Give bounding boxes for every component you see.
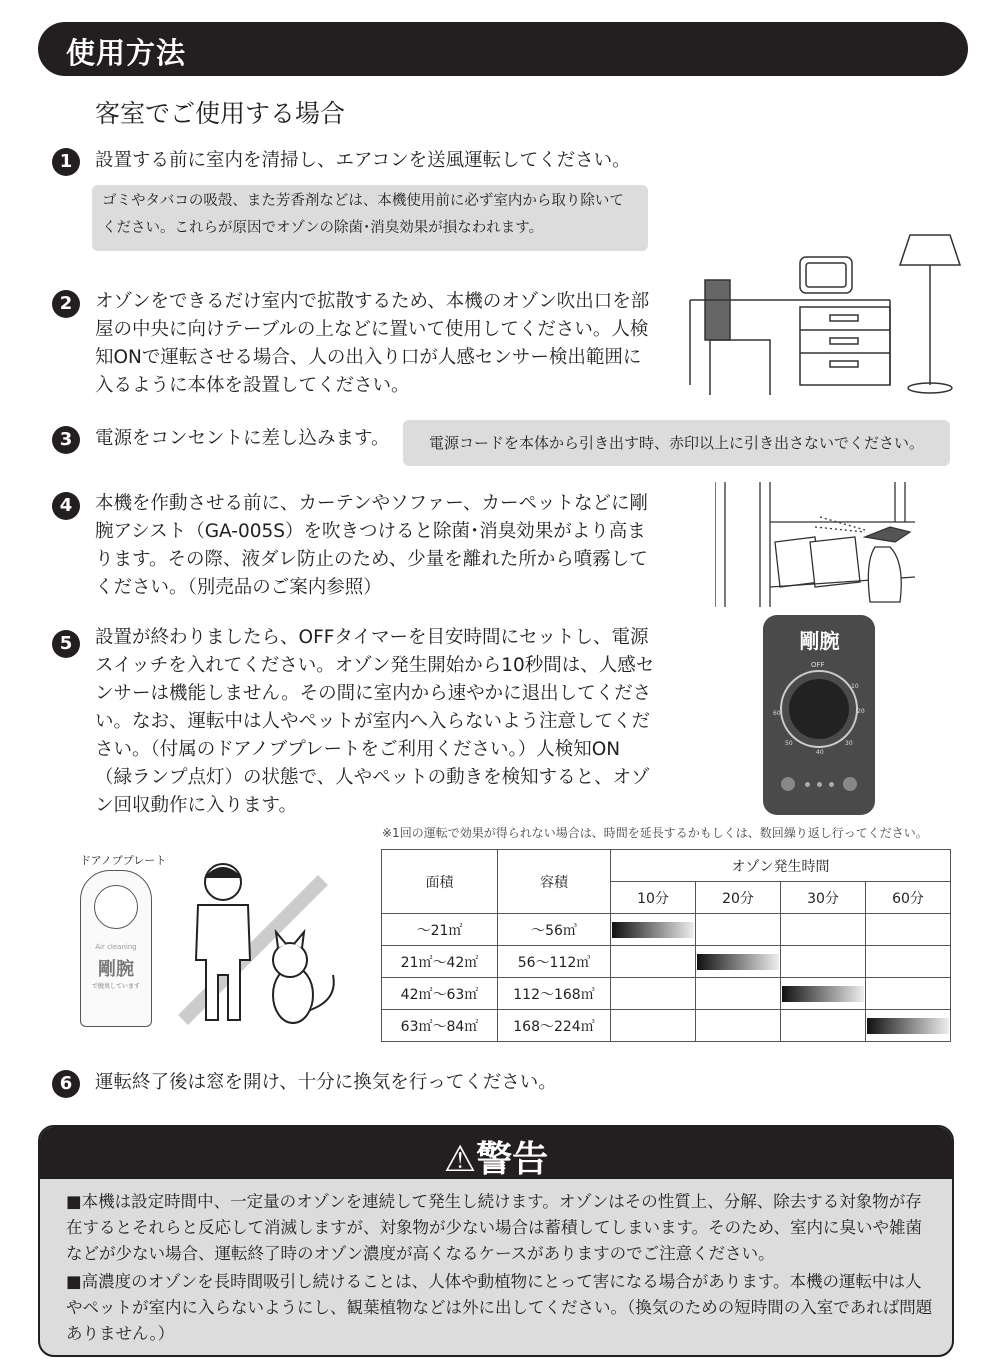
warning-title: ⚠警告 — [443, 1139, 549, 1180]
table-header-time: オゾン発生時間 — [611, 850, 951, 882]
indicator-lamp — [817, 782, 822, 787]
table-time-cell — [611, 914, 696, 946]
door-plate-subtext: で脱臭しています — [91, 983, 140, 990]
table-time-cell — [611, 1010, 696, 1042]
table-time-cell — [696, 946, 781, 978]
table-time-cell — [696, 914, 781, 946]
warning-paragraph-2: ■高濃度のオゾンを長時間吸引し続けることは、人体や動植物にとって害になる場合があります。本機の運転中は人やペットが室内に入らないようにし、観葉植物などは外に出してください。（換気のための短時間の入室であれば問題ありません。） — [66, 1272, 933, 1343]
table-cell-volume: 168～224㎥ — [498, 1010, 611, 1042]
table-time-col: 10分 — [611, 882, 696, 914]
desk-illustration — [680, 225, 980, 400]
dial-number-40: 40 — [816, 749, 824, 756]
step-number-3: 3 — [52, 426, 80, 454]
door-plate — [80, 870, 152, 1027]
door-plate-label: ドアノブプレート — [80, 854, 167, 867]
table-cell-volume: 56～112㎥ — [498, 946, 611, 978]
table-cell-area: 42㎡～63㎡ — [382, 978, 498, 1010]
table-row — [382, 978, 951, 1010]
table-time-col: 60分 — [866, 882, 951, 914]
power-button[interactable] — [781, 777, 795, 791]
table-time-cell — [781, 1010, 866, 1042]
table-header-volume: 容積 — [498, 850, 611, 914]
step-4-text: 本機を作動させる前に、カーテンやソファー、カーペットなどに剛腕アシスト（GA-005S）を吹きつけると除菌･消臭効果がより高まります。その際、液ダレ防止のため、少量を離れた所から噴霧してください。（別売品のご案内参照） — [95, 493, 648, 598]
spray-illustration — [715, 482, 915, 607]
table-cell-volume: ～56㎥ — [498, 914, 611, 946]
table-time-cell — [866, 946, 951, 978]
step-3-text: 電源をコンセントに差し込みます。 — [95, 428, 390, 449]
table-cell-area: ～21㎡ — [382, 914, 498, 946]
warning-triangle-icon: ⚠ — [443, 1139, 477, 1180]
table-time-cell — [611, 978, 696, 1010]
dial-off-label: OFF — [811, 661, 825, 669]
ozone-time-table — [381, 849, 951, 1042]
dial-number-20: 20 — [857, 708, 865, 715]
timer-dial[interactable] — [789, 679, 849, 739]
section-title: 使用方法 — [66, 36, 187, 70]
table-time-cell — [696, 1010, 781, 1042]
table-time-cell — [866, 914, 951, 946]
table-row — [382, 946, 951, 978]
table-time-cell — [866, 978, 951, 1010]
device-brand: 剛腕 — [799, 629, 840, 653]
door-plate-brand: 剛腕 — [98, 959, 134, 980]
dial-number-30: 30 — [845, 740, 853, 747]
step-number-4: 4 — [52, 492, 80, 520]
time-bar — [697, 954, 779, 970]
time-bar — [782, 986, 864, 1002]
step-number-1: 1 — [52, 148, 80, 176]
table-header-area: 面積 — [382, 850, 498, 914]
indicator-lamp — [805, 782, 810, 787]
step-1-text: 設置する前に室内を清掃し、エアコンを送風運転してください。 — [95, 150, 631, 171]
step-6-text: 運転終了後は窓を開け、十分に換気を行ってください。 — [95, 1072, 557, 1093]
step-5-text: 設置が終わりましたら、OFFタイマーを目安時間にセットし、電源スイッチを入れてください。オゾン発生開始から10秒間は、人感センサーは機能しません。その間に室内から速やかに退出してください。なお、運転中は人やペットが室内へ入らないよう注意してください。（付属のドアノブプレートをご利用ください。）人検知ON（緑ランプ点灯）の状態で、人やペットの動きを検知すると、オゾン回収動作に入ります。 — [95, 627, 655, 816]
step-2-text: オゾンをできるだけ室内で拡散するため、本機のオゾン吹出口を部屋の中央に向けテーブルの上などに置いて使用してください。人検知ONで運転させる場合、人の出入り口が人感センサー検出範囲に入るように本体を設置してください。 — [95, 291, 650, 396]
table-time-col: 30分 — [781, 882, 866, 914]
dial-number-10: 10 — [851, 683, 859, 690]
table-row — [382, 914, 951, 946]
door-plate-hole — [94, 885, 138, 929]
table-cell-area: 63㎡～84㎡ — [382, 1010, 498, 1042]
table-note: ※1回の運転で効果が得られない場合は、時間を延長するかもしくは、数回繰り返し行ってください。 — [382, 826, 928, 840]
warning-box — [38, 1125, 954, 1357]
dial-number-50: 50 — [785, 740, 793, 747]
table-time-cell — [696, 978, 781, 1010]
table-time-cell — [781, 914, 866, 946]
table-time-cell — [866, 1010, 951, 1042]
table-time-col: 20分 — [696, 882, 781, 914]
table-time-cell — [781, 978, 866, 1010]
warning-paragraph-1: ■本機は設定時間中、一定量のオゾンを連続して発生し続けます。オゾンはその性質上、分解、除去する対象物が存在するとそれらと反応して消滅しますが、対象物が少ない場合は蓄積してしまいます。そのため、室内に臭いや雑菌などが少ない場合、運転終了時のオゾン濃度が高くなるケースがありますのでご注意ください。 — [66, 1192, 923, 1263]
dial-number-60: 60 — [773, 710, 781, 717]
table-cell-area: 21㎡～42㎡ — [382, 946, 498, 978]
indicator-lamp — [829, 782, 834, 787]
time-bar — [867, 1018, 949, 1034]
table-row — [382, 1010, 951, 1042]
table-time-cell — [781, 946, 866, 978]
step-3-note: 電源コードを本体から引き出す時、赤印以上に引き出さないでください。 — [403, 420, 950, 466]
door-plate-text: Air cleaning — [95, 943, 137, 951]
section-header — [38, 22, 968, 76]
step-1-note: ゴミやタバコの吸殻、また芳香剤などは、本機使用前に必ず室内から取り除いてください。これらが原因でオゾンの除菌･消臭効果が損なわれます。 — [92, 185, 648, 251]
page-subtitle: 客室でご使用する場合 — [95, 99, 346, 128]
step-number-6: 6 — [52, 1070, 80, 1098]
time-bar — [612, 922, 694, 938]
table-time-cell — [611, 946, 696, 978]
step-number-5: 5 — [52, 630, 80, 658]
step-number-2: 2 — [52, 290, 80, 318]
sensor-button[interactable] — [843, 777, 857, 791]
no-entry-illustration — [178, 860, 348, 1030]
device-panel — [763, 615, 875, 815]
table-cell-volume: 112～168㎥ — [498, 978, 611, 1010]
